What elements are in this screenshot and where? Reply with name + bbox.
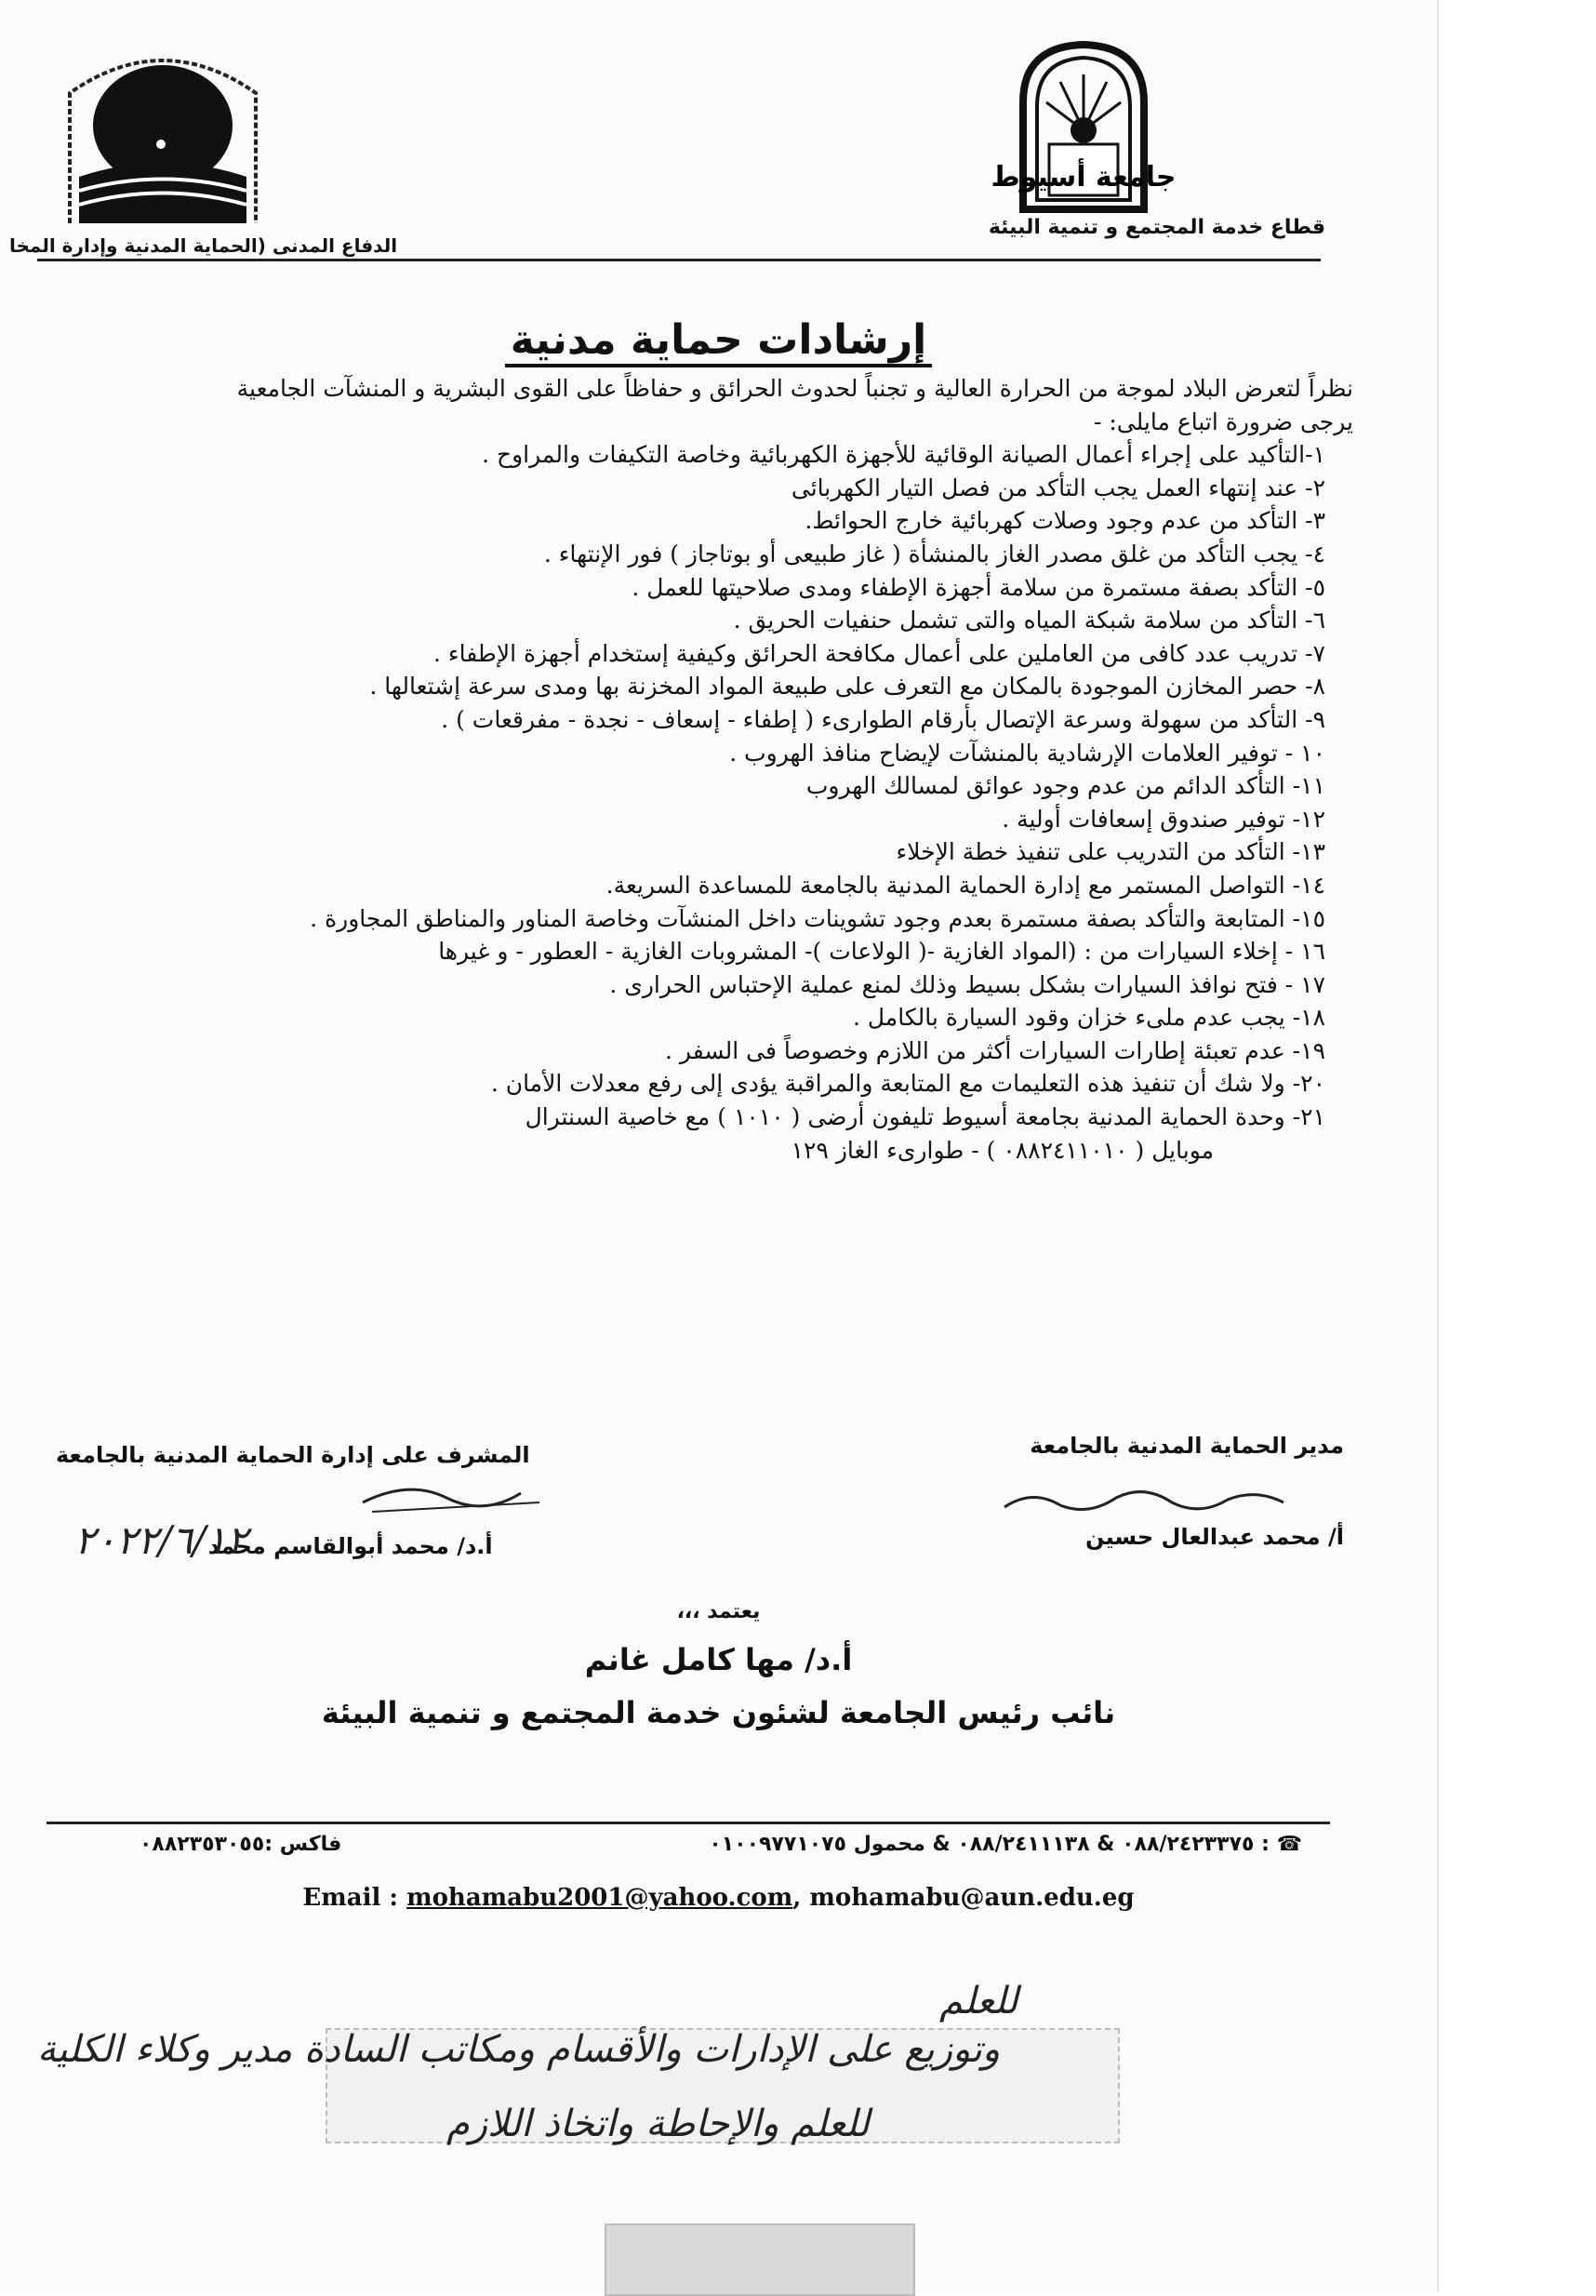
sector-name: قطاع خدمة المجتمع و تنمية البيئة [988,216,1325,239]
list-item: ١-التأكيد على إجراء أعمال الصيانة الوقائية للأجهزة الكهربائية وخاصة التكيفات والمراوح . [482,441,1325,469]
supervisor-name: أ.د/ محمد أبوالقاسم محمد [207,1533,493,1559]
email-link-aun[interactable]: mohamabu@aun.edu.eg [809,1884,1135,1912]
list-item: ٢٠- ولا شك أن تنفيذ هذه التعليمات مع المتابعة والمراقبة يؤدى إلى رفع معدلات الأمان . [490,1070,1325,1098]
handwritten-note-line-2: وتوزيع على الإدارات والأقسام ومكاتب السادة مدير وكلاء الكلية [37,2028,1001,2071]
university-logo-text: جامعة أسيوط [991,161,1177,194]
email-label: Email : [302,1884,398,1912]
approval-label: يعتمد ،،، [676,1600,761,1623]
instructions-body [23,372,1353,1167]
footer-divider [47,1822,1330,1824]
handwritten-note-line-1: للعلم [939,1980,1018,2022]
handwritten-note-line-3: للعلم والإحاطة واتخاذ اللازم [446,2102,870,2145]
mobile-line: موبايل ( ٠٨٨٢٤١١٠١٠ ) - طوارىء الغاز ١٢٩ [791,1136,1214,1164]
bottom-stamp [605,2223,915,2296]
list-item: ٨- حصر المخازن الموجودة بالمكان مع التعرف على طبيعة المواد المخزنة بها ومدى سرعة إشتعالها . [369,673,1325,701]
list-item: ١٤- التواصل المستمر مع إدارة الحماية المدنية بالجامعة للمساعدة السريعة. [605,871,1325,899]
list-item: ٥- التأكد بصفة مستمرة من سلامة أجهزة الإطفاء ومدى صلاحيتها للعمل . [632,573,1325,601]
footer-contacts [140,1833,1302,1856]
approver-position: نائب رئيس الجامعة لشئون خدمة المجتمع و تنمية البيئة [321,1695,1116,1730]
header-divider [37,259,1321,261]
email-link-yahoo[interactable]: mohamabu2001@yahoo.com [406,1884,793,1912]
list-item: ٩- التأكد من سهولة وسرعة الإتصال بأرقام الطوارىء ( إطفاء - إسعاف - نجدة - مفرقعات ) . [441,705,1325,733]
intro-line-2: يرجى ضرورة اتباع مايلى: - [1093,407,1353,435]
list-item: ٦- التأكد من سلامة شبكة المياه والتى تشمل حنفيات الحريق . [733,607,1325,634]
civil-defense-name: الدفاع المدنى (الحماية المدنية وإدارة المخا [9,234,398,257]
list-item: ٤- يجب التأكد من غلق مصدر الغاز بالمنشأة ( غاز طبيعى أو بوتاجاز ) فور الإنتهاء . [543,540,1325,567]
document-title-text: إرشادات حماية مدنية [505,316,932,367]
list-item: ٢١- وحدة الحماية المدنية بجامعة أسيوط تليفون أرضى ( ١٠١٠ ) مع خاصية السنترال [525,1103,1325,1131]
list-item: ١٢- توفير صندوق إسعافات أولية . [1002,805,1325,833]
list-item: ٣- التأكد من عدم وجود وصلات كهربائية خارج الحوائط. [805,507,1325,535]
list-item: ١٨- يجب عدم ملىء خزان وقود السيارة بالكامل . [852,1004,1325,1032]
director-name: أ/ محمد عبدالعال حسين [1085,1524,1344,1550]
university-logo [991,37,1177,214]
list-item: ١٠ - توفير العلامات الإرشادية بالمنشآت لإيضاح منافذ الهروب . [729,739,1325,767]
list-item: ١٩- عدم تعبئة إطارات السيارات أكثر من اللازم وخصوصاً فى السفر . [665,1036,1325,1064]
civil-defense-logo [51,37,274,223]
instructions-list [23,438,1353,1167]
list-item: ١٦ - إخلاء السيارات من : (المواد الغازية -( الولاعات )- المشروبات الغازية - العطور - و غيرها [438,938,1325,966]
list-item: ١١- التأكد الدائم من عدم وجود عوائق لمسالك الهروب [805,772,1325,800]
list-item: ١٧ - فتح نوافذ السيارات بشكل بسيط وذلك لمنع عملية الإحتباس الحرارى . [609,970,1325,998]
director-title: مدير الحماية المدنية بالجامعة [1030,1433,1344,1459]
phone-numbers: ☎ : ٠٨٨/٢٤٢٣٣٧٥ & ٠٨٨/٢٤١١١٣٨ & محمول ٠١٠٠٩٧٧١٠٧٥ [709,1833,1302,1856]
fax-number: فاكس :٠٨٨٢٣٥٣٠٥٥ [140,1833,342,1856]
intro-line-1: نظراً لتعرض البلاد لموجة من الحرارة العالية و تجنباً لحدوث الحرائق و حفاظاً على القوى البشرية و المنشآت الجامعية [236,375,1353,402]
list-item: ٧- تدريب عدد كافى من العاملين على أعمال مكافحة الحرائق وكيفية إستخدام أجهزة الإطفاء . [433,639,1325,667]
supervisor-title: المشرف على إدارة الحماية المدنية بالجامعة [56,1442,530,1468]
approver-name: أ.د/ مها كامل غانم [584,1642,853,1677]
supervisor-handwritten-signature [56,1475,577,1577]
list-item: ٢- عند إنتهاء العمل يجب التأكد من فصل التيار الكهربائى [791,474,1325,501]
list-item: ١٣- التأكد من التدريب على تنفيذ خطة الإخلاء [896,838,1325,866]
footer-email [0,1884,1437,1912]
document-title [0,316,1437,364]
list-item: ١٥- المتابعة والتأكد بصفة مستمرة بعدم وجود تشوينات داخل المنشآت وخاصة المناور والمناطق المجاورة . [310,904,1325,932]
email-separator: , [792,1884,802,1912]
handwritten-date: ٢٠٢٢/٦/١٢ [74,1517,248,1563]
director-handwritten-signature [995,1479,1293,1526]
